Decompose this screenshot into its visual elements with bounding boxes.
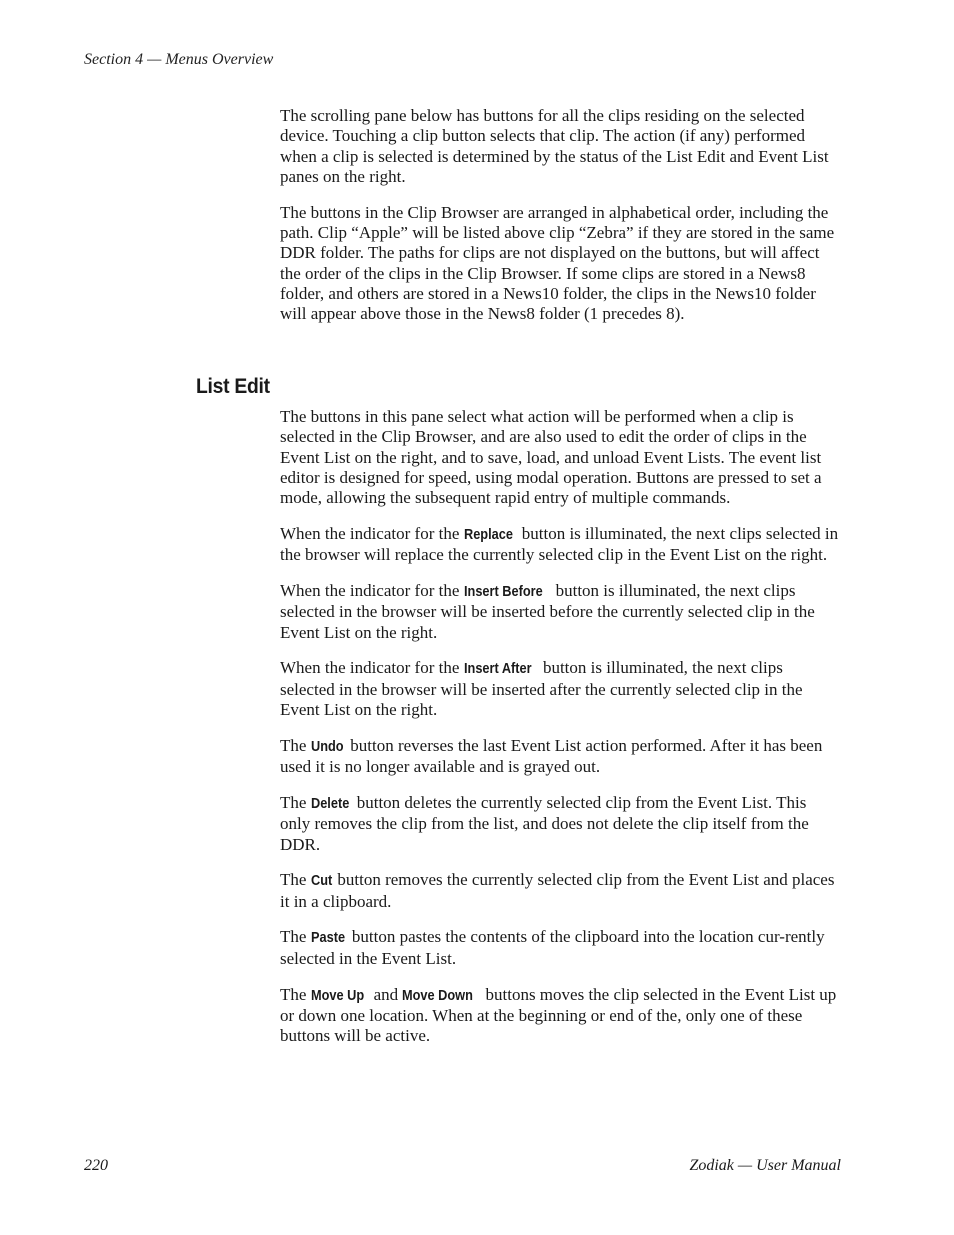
paste-paragraph: The Paste button pastes the contents of the clipboard into the location cur-rently selected in the Event List.: [280, 927, 825, 968]
insert-before-paragraph: When the indicator for the Insert Before button is illuminated, the next clips selected in the browser will be inserted before the currently selected clip in the Event List on the right.: [280, 581, 815, 642]
paragraph: The buttons in the Clip Browser are arranged in alphabetical order, including the path. Clip “Apple” will be listed above clip “Zebra” if they are stored in the same DDR folder. The paths for clips are not displayed on the buttons, but will affect the order of the clips in the Clip Browser. If some clips are stored in a News8 folder, and others are stored in a News10 folder, the clips in the News10 folder will appear above those in the News8 folder (1 precedes 8).: [280, 202, 835, 324]
delete-button-name: Delete: [310, 795, 349, 812]
paragraph: The buttons in this pane select what action will be performed when a clip is selected in the Clip Browser, and are also used to edit the order of clips in the Event List on the right, and to save, load, and unload Event Lists. The event list editor is designed for speed, using modal operation. Buttons are pressed to set a mode, allowing the subsequent rapid entry of multiple commands.: [280, 407, 822, 508]
insert-before-button-name: Insert Before: [463, 584, 543, 601]
running-header: Section 4 — Menus Overview: [84, 51, 274, 68]
replace-button-name: Replace: [463, 526, 513, 543]
page-number: 220: [84, 1157, 108, 1174]
delete-paragraph: The Delete button deletes the currently selected clip from the Event List. This only removes the clip from the list, and does not delete the clip itself from the DDR.: [280, 792, 809, 854]
cut-button-name: Cut: [310, 873, 332, 890]
insert-after-button-name: Insert After: [463, 661, 532, 678]
undo-button-name: Undo: [310, 738, 344, 755]
section-heading: List Edit: [196, 375, 270, 398]
paragraph: The scrolling pane below has buttons for all the clips residing on the selected device. Touching a clip button selects that clip. The action (if any) performed when a clip is selected is determined by the status of the List Edit and Event List panes on the right.: [280, 106, 829, 186]
move-down-button-name: Move Down: [402, 987, 474, 1004]
cut-paragraph: The Cut button removes the currently selected clip from the Event List and places it in a clipboard.: [280, 870, 835, 911]
paste-button-name: Paste: [310, 930, 345, 947]
replace-paragraph: When the indicator for the Replace button is illuminated, the next clips selected in the browser will replace the currently selected clip in the Event List on the right.: [280, 523, 839, 565]
insert-after-paragraph: When the indicator for the Insert After button is illuminated, the next clips selected in the browser will be inserted after the currently selected clip in the Event List on the right.: [280, 658, 803, 720]
move-paragraph: The Move Up and Move Down buttons moves the clip selected in the Event List up or down one location. When at the beginning or end of the, only one of these buttons will be active.: [280, 984, 837, 1046]
list-edit-text: [280, 407, 840, 1062]
move-up-button-name: Move Up: [310, 987, 364, 1004]
intro-text: [280, 106, 840, 340]
running-footer: Zodiak — User Manual: [689, 1157, 841, 1174]
undo-paragraph: The Undo button reverses the last Event List action performed. After it has been used it is no longer available and is grayed out.: [280, 735, 823, 777]
